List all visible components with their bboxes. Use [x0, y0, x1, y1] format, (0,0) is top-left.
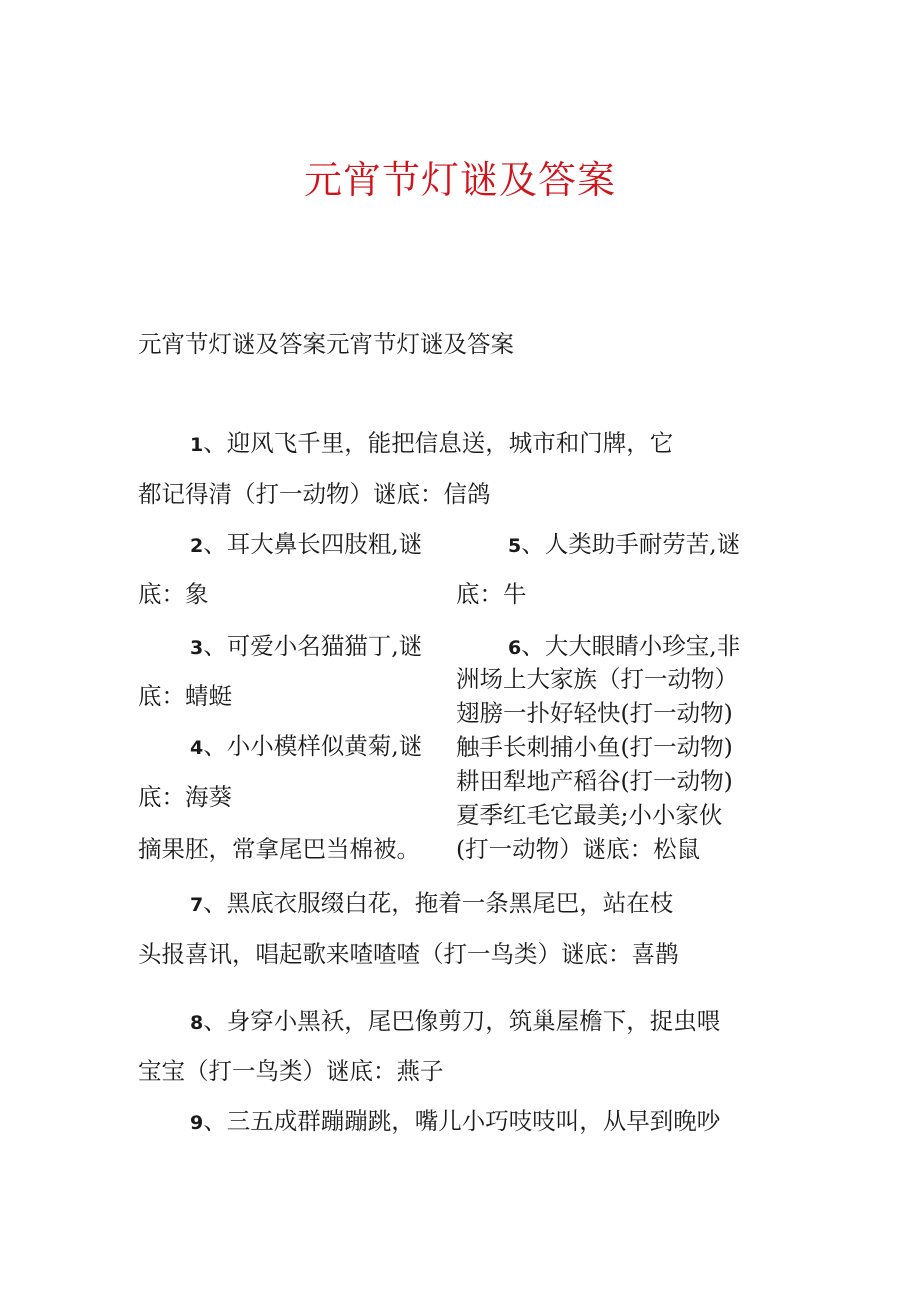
right-column-line-2: 翅膀一扑好轻快(打一动物): [456, 699, 733, 727]
right-column-line-4: 耕田犁地产稻谷(打一动物): [456, 767, 733, 795]
riddle-9-line-1: [190, 1104, 720, 1140]
document-title: 元宵节灯谜及答案: [303, 158, 616, 202]
riddle-text: 、小小模样似黄菊,谜: [203, 732, 423, 760]
riddle-4-line-1: [190, 729, 422, 765]
riddle-text: 、人类助手耐劳苦,谜: [521, 530, 741, 558]
riddle-3-line-1: [190, 629, 422, 665]
riddle-8-line-1: [190, 1004, 720, 1040]
riddle-number: 6: [508, 637, 522, 659]
riddle-number: 9: [190, 1112, 204, 1134]
riddle-1-line-1: [190, 426, 673, 462]
riddle-number: 4: [190, 737, 204, 759]
riddle-8-line-2: 宝宝（打一鸟类）谜底：燕子: [138, 1057, 444, 1085]
riddle-text: 、可爱小名猫猫丁,谜: [203, 632, 423, 660]
subtitle: 元宵节灯谜及答案元宵节灯谜及答案: [138, 330, 514, 358]
riddle-number: 3: [190, 637, 204, 659]
riddle-4-line-2: 底：海葵: [138, 783, 232, 811]
riddle-text: 、身穿小黑袄，尾巴像剪刀，筑巢屋檐下，捉虫喂: [203, 1007, 721, 1035]
right-column-line-3: 触手长刺捕小鱼(打一动物): [456, 733, 733, 761]
riddle-5-line-2: 底：牛: [456, 580, 527, 608]
riddle-text: 、耳大鼻长四肢粗,谜: [203, 530, 423, 558]
riddle-5-line-1: [508, 527, 740, 563]
mixed-line-left: 摘果胚，常拿尾巴当棉被。: [138, 835, 420, 863]
riddle-number: 1: [190, 434, 204, 456]
riddle-2-line-1: [190, 527, 422, 563]
right-column-line-1: 洲场上大家族（打一动物）: [456, 665, 738, 693]
riddle-number: 7: [190, 894, 204, 916]
riddle-2-line-2: 底：象: [138, 580, 209, 608]
riddle-number: 8: [190, 1012, 204, 1034]
riddle-text: 、黑底衣服缀白花，拖着一条黑尾巴，站在枝: [203, 889, 674, 917]
riddle-6-line-1: [508, 629, 740, 665]
mixed-line-right: (打一动物）谜底：松鼠: [456, 835, 701, 863]
riddle-number: 2: [190, 535, 204, 557]
right-column-line-5: 夏季红毛它最美;小小家伙: [456, 801, 723, 829]
riddle-number: 5: [508, 535, 522, 557]
riddle-7-line-1: [190, 886, 673, 922]
riddle-7-line-2: 头报喜讯，唱起歌来喳喳喳（打一鸟类）谜底：喜鹊: [138, 940, 679, 968]
riddle-text: 、迎风飞千里，能把信息送，城市和门牌，它: [203, 429, 674, 457]
riddle-text: 、大大眼睛小珍宝,非: [521, 632, 741, 660]
riddle-1-line-2: 都记得清（打一动物）谜底：信鸽: [138, 480, 491, 508]
riddle-3-line-2: 底：蜻蜓: [138, 682, 232, 710]
riddle-text: 、三五成群蹦蹦跳，嘴儿小巧吱吱叫，从早到晚吵: [203, 1107, 721, 1135]
